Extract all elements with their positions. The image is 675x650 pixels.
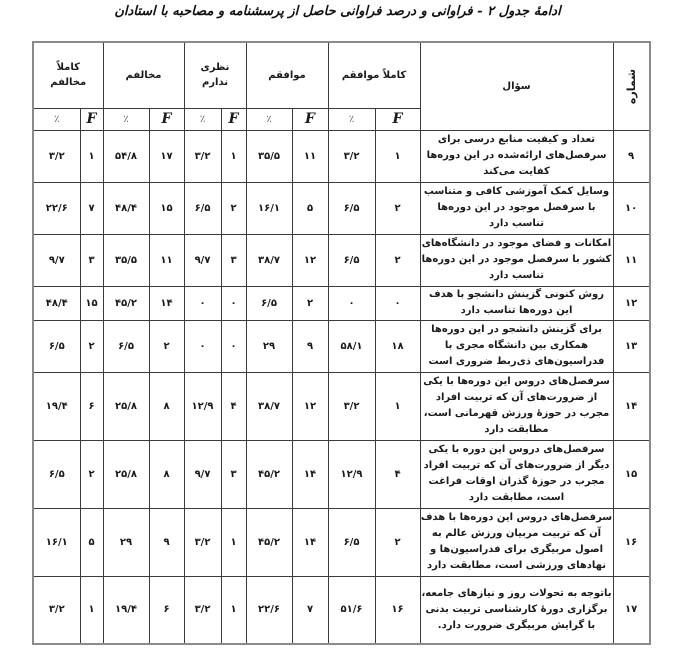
sa-percent: ۰ bbox=[328, 286, 375, 320]
a-percent: ۶/۵ bbox=[246, 286, 292, 320]
sa-freq: ۴ bbox=[375, 440, 420, 508]
sa-freq: ۰ bbox=[375, 286, 420, 320]
header-no-opinion: نظری ندارم bbox=[184, 42, 246, 108]
header-question: سؤال bbox=[420, 42, 613, 130]
a-percent: ۴۵/۲ bbox=[246, 440, 292, 508]
sd-freq: ۳ bbox=[80, 234, 103, 286]
sa-freq: ۱۸ bbox=[375, 320, 420, 372]
a-percent: ۲۹ bbox=[246, 320, 292, 372]
a-percent: ۱۶/۱ bbox=[246, 182, 292, 234]
sa-percent: ۳/۲ bbox=[328, 372, 375, 440]
d-freq: ۱۴ bbox=[149, 286, 184, 320]
header-row-number: شماره bbox=[613, 42, 650, 130]
n-percent: ۹/۷ bbox=[184, 440, 221, 508]
sd-freq: ۲ bbox=[80, 440, 103, 508]
n-freq: ۳ bbox=[221, 440, 246, 508]
table-row bbox=[33, 440, 650, 508]
header-d-freq: F bbox=[149, 108, 184, 130]
n-percent: ۱۲/۹ bbox=[184, 372, 221, 440]
d-freq: ۱۵ bbox=[149, 182, 184, 234]
sd-percent: ۶/۵ bbox=[33, 320, 80, 372]
header-sd-percent: ٪ bbox=[33, 108, 80, 130]
d-percent: ۴۸/۴ bbox=[103, 182, 149, 234]
row-number: ۱۶ bbox=[613, 508, 650, 576]
question-text: روش کنونی گزینش دانشجو با هدف این دوره‌ها تناسب دارد bbox=[420, 286, 613, 320]
table-row bbox=[33, 234, 650, 286]
a-freq: ۱۲ bbox=[292, 234, 328, 286]
d-freq: ۸ bbox=[149, 440, 184, 508]
header-sd-freq: F bbox=[80, 108, 103, 130]
sa-percent: ۵۱/۶ bbox=[328, 576, 375, 644]
sa-freq: ۱۶ bbox=[375, 576, 420, 644]
n-percent: ۰ bbox=[184, 286, 221, 320]
row-number: ۱۴ bbox=[613, 372, 650, 440]
header-sa-percent: ٪ bbox=[328, 108, 375, 130]
a-freq: ۱۱ bbox=[292, 130, 328, 182]
sa-percent: ۱۲/۹ bbox=[328, 440, 375, 508]
d-freq: ۲ bbox=[149, 320, 184, 372]
header-n-freq: F bbox=[221, 108, 246, 130]
d-freq: ۶ bbox=[149, 576, 184, 644]
row-number: ۹ bbox=[613, 130, 650, 182]
a-freq: ۱۴ bbox=[292, 508, 328, 576]
d-percent: ۱۹/۴ bbox=[103, 576, 149, 644]
sd-freq: ۲ bbox=[80, 320, 103, 372]
sa-freq: ۱ bbox=[375, 130, 420, 182]
question-text: سرفصل‌های دروس این دوره‌ها با هدف آن که تربیت مربیان ورزش عالم به اصول مربیگری برای فدراسیون‌ها و نهادهای ورزشی است، مطابقت دارد bbox=[420, 508, 613, 576]
sd-freq: ۱۵ bbox=[80, 286, 103, 320]
sa-freq: ۲ bbox=[375, 508, 420, 576]
a-freq: ۵ bbox=[292, 182, 328, 234]
d-percent: ۳۵/۵ bbox=[103, 234, 149, 286]
sd-percent: ۱۹/۴ bbox=[33, 372, 80, 440]
row-number: ۱۰ bbox=[613, 182, 650, 234]
n-percent: ۳/۲ bbox=[184, 576, 221, 644]
d-freq: ۱۷ bbox=[149, 130, 184, 182]
a-freq: ۱۴ bbox=[292, 440, 328, 508]
table-row bbox=[33, 372, 650, 440]
table-row bbox=[33, 508, 650, 576]
sd-freq: ۷ bbox=[80, 182, 103, 234]
question-text: باتوجه به تحولات روز و نیازهای جامعه، برگزاری دورهٔ کارشناسی تربیت بدنی با گرایش مربیگری ضرورت دارد. bbox=[420, 576, 613, 644]
question-text: سرفصل‌های دروس این دوره با یکی دیگر از ضرورت‌های آن که تربیت افراد مجرب در حوزهٔ گذران اوقات فراغت است، مطابقت دارد bbox=[420, 440, 613, 508]
sd-percent: ۲۲/۶ bbox=[33, 182, 80, 234]
header-d-percent: ٪ bbox=[103, 108, 149, 130]
sa-percent: ۶/۵ bbox=[328, 182, 375, 234]
n-percent: ۰ bbox=[184, 320, 221, 372]
n-percent: ۳/۲ bbox=[184, 130, 221, 182]
header-agree: موافقم bbox=[246, 42, 328, 108]
d-percent: ۲۵/۸ bbox=[103, 372, 149, 440]
n-freq: ۴ bbox=[221, 372, 246, 440]
d-freq: ۱۱ bbox=[149, 234, 184, 286]
header-strongly-disagree: کاملاً مخالفم bbox=[33, 42, 103, 108]
sa-freq: ۲ bbox=[375, 182, 420, 234]
n-freq: ۲ bbox=[221, 182, 246, 234]
header-disagree: مخالفم bbox=[103, 42, 184, 108]
d-percent: ۲۹ bbox=[103, 508, 149, 576]
sd-percent: ۳/۲ bbox=[33, 576, 80, 644]
question-text: امکانات و فضای موجود در دانشگاه‌های کشور با سرفصل موجود در این دوره‌ها تناسب دارد bbox=[420, 234, 613, 286]
a-percent: ۳۸/۷ bbox=[246, 372, 292, 440]
a-percent: ۴۵/۲ bbox=[246, 508, 292, 576]
n-freq: ۱ bbox=[221, 130, 246, 182]
sa-freq: ۱ bbox=[375, 372, 420, 440]
table-row bbox=[33, 576, 650, 644]
sd-percent: ۶/۵ bbox=[33, 440, 80, 508]
a-freq: ۷ bbox=[292, 576, 328, 644]
header-n-percent: ٪ bbox=[184, 108, 221, 130]
a-freq: ۱۲ bbox=[292, 372, 328, 440]
row-number: ۱۳ bbox=[613, 320, 650, 372]
a-percent: ۳۸/۷ bbox=[246, 234, 292, 286]
sa-percent: ۶/۵ bbox=[328, 234, 375, 286]
table-row bbox=[33, 182, 650, 234]
question-text: وسایل کمک آموزشی کافی و متناسب با سرفصل موجود در این دوره‌ها تناسب دارد bbox=[420, 182, 613, 234]
survey-results-table bbox=[32, 41, 651, 645]
sd-freq: ۱ bbox=[80, 576, 103, 644]
header-a-percent: ٪ bbox=[246, 108, 292, 130]
n-freq: ۱ bbox=[221, 508, 246, 576]
sd-percent: ۹/۷ bbox=[33, 234, 80, 286]
table-caption: ادامهٔ جدول ۲ - فراوانی و درصد فراوانی حاصل از پرسشنامه و مصاحبه با استادان bbox=[114, 4, 561, 19]
table-row bbox=[33, 320, 650, 372]
question-text: برای گزینش دانشجو در این دوره‌ها همکاری بین دانشگاه مجری با فدراسیون‌های ذی‌ربط ضروری است bbox=[420, 320, 613, 372]
n-freq: ۱ bbox=[221, 576, 246, 644]
d-percent: ۲۵/۸ bbox=[103, 440, 149, 508]
n-freq: ۳ bbox=[221, 234, 246, 286]
row-number: ۱۲ bbox=[613, 286, 650, 320]
n-percent: ۹/۷ bbox=[184, 234, 221, 286]
sa-percent: ۳/۲ bbox=[328, 130, 375, 182]
question-text: تعداد و کیفیت منابع درسی برای سرفصل‌های ارائه‌شده در این دوره‌ها کفایت می‌کند bbox=[420, 130, 613, 182]
a-percent: ۲۲/۶ bbox=[246, 576, 292, 644]
d-percent: ۶/۵ bbox=[103, 320, 149, 372]
header-a-freq: F bbox=[292, 108, 328, 130]
sa-freq: ۲ bbox=[375, 234, 420, 286]
row-number: ۱۱ bbox=[613, 234, 650, 286]
n-percent: ۶/۵ bbox=[184, 182, 221, 234]
a-freq: ۹ bbox=[292, 320, 328, 372]
sd-freq: ۵ bbox=[80, 508, 103, 576]
n-freq: ۰ bbox=[221, 320, 246, 372]
row-number: ۱۷ bbox=[613, 576, 650, 644]
n-percent: ۳/۲ bbox=[184, 508, 221, 576]
sd-percent: ۴۸/۴ bbox=[33, 286, 80, 320]
n-freq: ۰ bbox=[221, 286, 246, 320]
sd-percent: ۱۶/۱ bbox=[33, 508, 80, 576]
d-percent: ۵۴/۸ bbox=[103, 130, 149, 182]
sa-percent: ۶/۵ bbox=[328, 508, 375, 576]
table-row bbox=[33, 286, 650, 320]
d-freq: ۹ bbox=[149, 508, 184, 576]
header-sa-freq: F bbox=[375, 108, 420, 130]
header-strongly-agree: کاملاً موافقم bbox=[328, 42, 420, 108]
sa-percent: ۵۸/۱ bbox=[328, 320, 375, 372]
a-freq: ۲ bbox=[292, 286, 328, 320]
d-freq: ۸ bbox=[149, 372, 184, 440]
table-row bbox=[33, 130, 650, 182]
sd-freq: ۱ bbox=[80, 130, 103, 182]
question-text: سرفصل‌های دروس این دوره‌ها با یکی از ضرورت‌های آن که تربیت افراد مجرب در حوزهٔ ورزش قهرمانی است، مطابقت دارد bbox=[420, 372, 613, 440]
sd-freq: ۶ bbox=[80, 372, 103, 440]
d-percent: ۴۵/۲ bbox=[103, 286, 149, 320]
a-percent: ۳۵/۵ bbox=[246, 130, 292, 182]
row-number: ۱۵ bbox=[613, 440, 650, 508]
sd-percent: ۳/۲ bbox=[33, 130, 80, 182]
